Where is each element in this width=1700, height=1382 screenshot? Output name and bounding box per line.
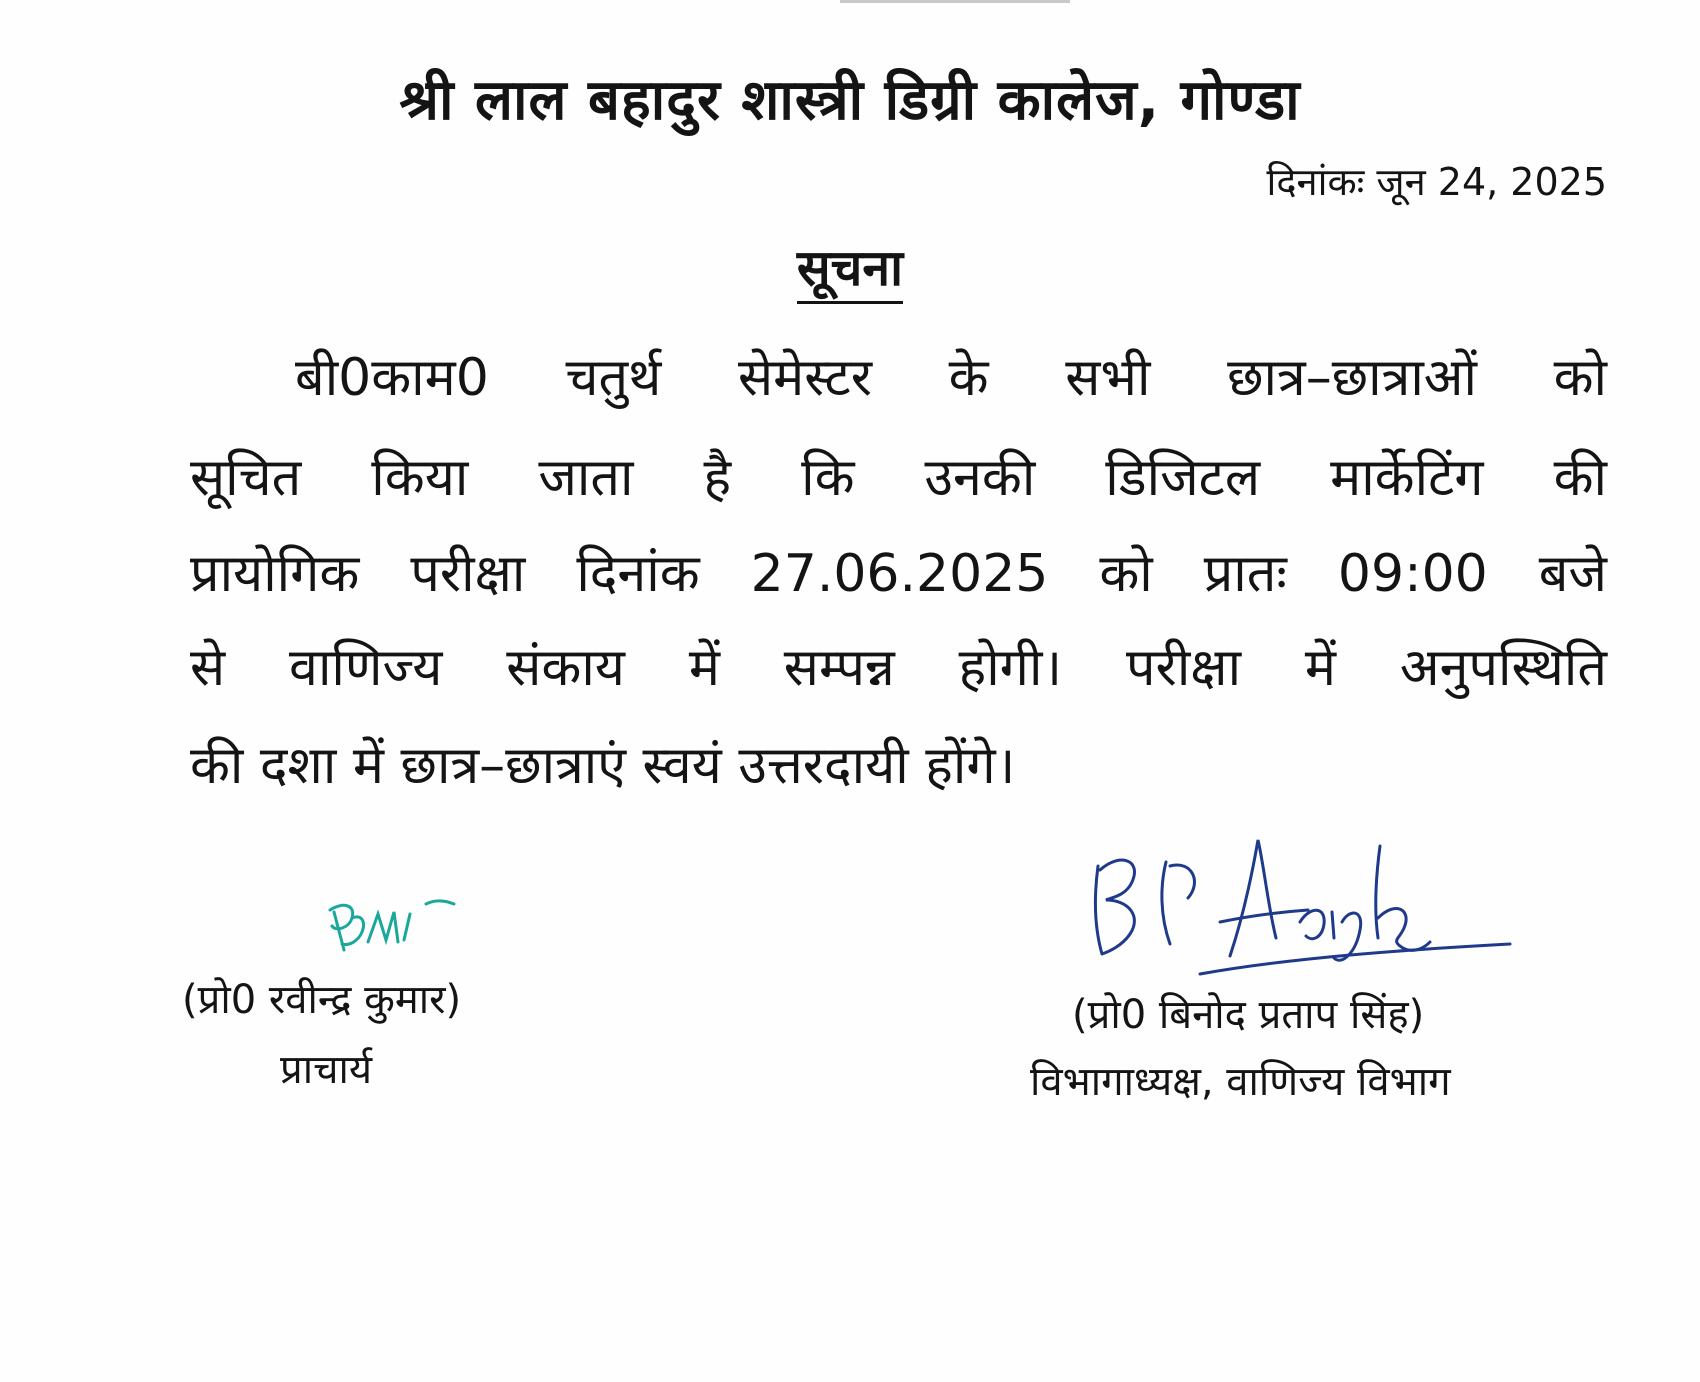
notice-line-4: से वाणिज्य संकाय में सम्पन्न होगी। परीक्षा में अनुपस्थिति (190, 638, 1607, 698)
paper-edge-mark (840, 0, 1070, 3)
notice-line-2: सूचित किया जाता है कि उनकी डिजिटल मार्केटिंग की (190, 448, 1607, 508)
principal-designation: प्राचार्य (280, 1047, 373, 1093)
notice-line-1: बी0काम0 चतुर्थ सेमेस्टर के सभी छात्र–छात्राओं को (295, 348, 1607, 408)
principal-name: (प्रो0 रवीन्द्र कुमार) (182, 977, 462, 1023)
hod-name: (प्रो0 बिनोद प्रताप सिंह) (1072, 992, 1425, 1038)
hod-signature (1080, 826, 1520, 976)
notice-date: दिनांकः जून 24, 2025 (1266, 160, 1607, 204)
hod-designation: विभागाध्यक्ष, वाणिज्य विभाग (1030, 1059, 1451, 1105)
college-name: श्री लाल बहादुर शास्त्री डिग्री कालेज, गोण्डा (399, 68, 1301, 133)
notice-title-text: सूचना (797, 239, 903, 304)
notice-line-3: प्रायोगिक परीक्षा दिनांक 27.06.2025 को प्रातः 09:00 बजे (190, 544, 1607, 604)
notice-line-5: की दशा में छात्र–छात्राएं स्वयं उत्तरदायी होंगे। (190, 736, 1016, 796)
principal-signature (322, 892, 462, 962)
notice-title (0, 232, 1700, 300)
